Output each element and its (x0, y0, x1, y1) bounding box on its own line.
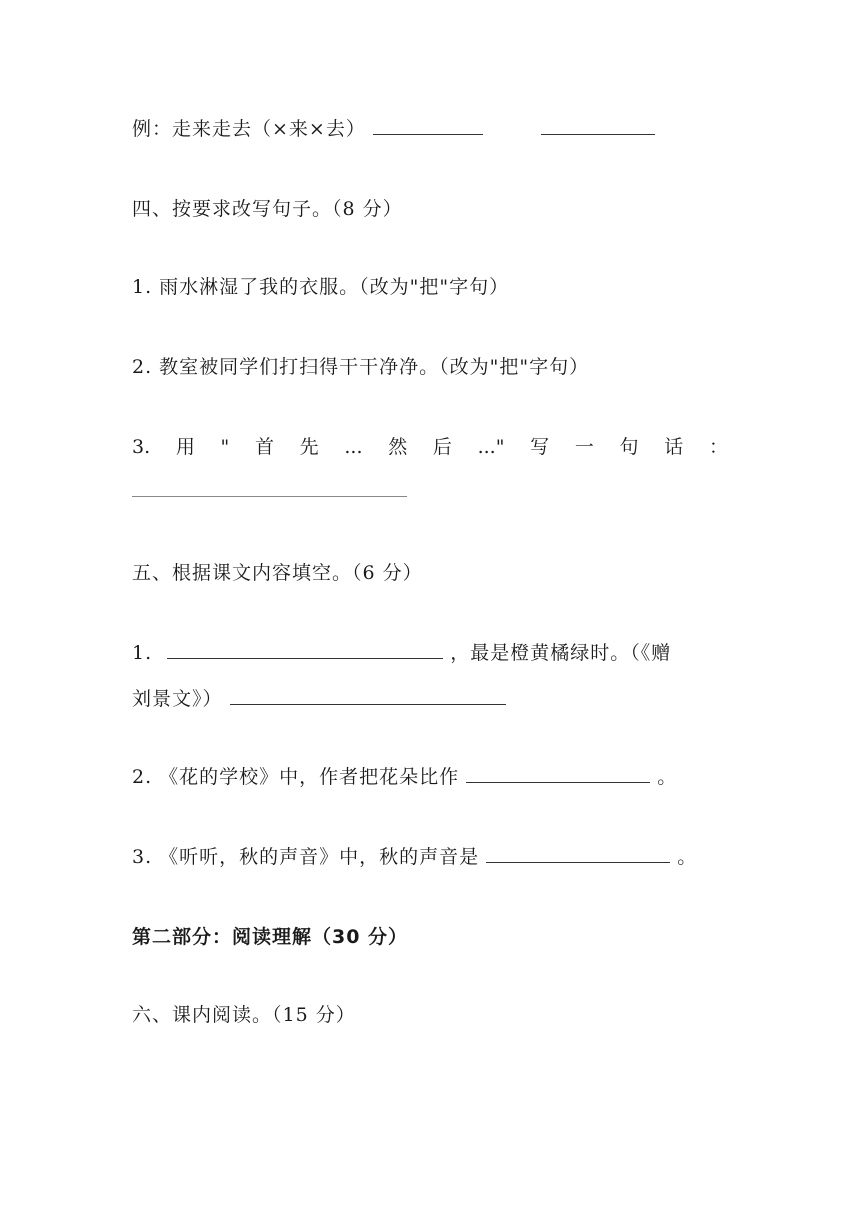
question-end: 。 (677, 846, 698, 868)
q3-char: 话 (664, 436, 684, 458)
question-number: 1. (132, 642, 153, 664)
question-text: ，最是橙黄橘绿时。（《赠 (450, 642, 672, 664)
question-line (132, 844, 697, 870)
answer-line (132, 478, 407, 504)
question-line (132, 640, 671, 666)
q3-char: 写 (530, 436, 550, 458)
example-line (132, 116, 655, 142)
question-end: 。 (657, 766, 678, 788)
part-heading: 第二部分：阅读理解（30 分） (132, 926, 409, 948)
question-line (132, 764, 677, 790)
section-heading: 四、按要求改写句子。（8 分） (132, 198, 403, 220)
question-text: 2. 《花的学校》中，作者把花朵比作 (132, 766, 460, 788)
example-text: 例：走来走去（×来×去） (132, 118, 366, 140)
q3-char: 一 (574, 436, 594, 458)
question-text: 3. 《听听，秋的声音》中，秋的声音是 (132, 846, 480, 868)
q3-char: 然 (388, 436, 408, 458)
q3-char: 句 (619, 436, 639, 458)
question-text: 2. 教室被同学们打扫得干干净净。（改为"把"字句） (132, 356, 590, 378)
q3-char: 先 (299, 436, 319, 458)
q3-char: 3. (132, 436, 151, 458)
question-text: 1. 雨水淋湿了我的衣服。（改为"把"字句） (132, 276, 510, 298)
q3-char: 用 (175, 436, 195, 458)
q3-char: 后 (432, 436, 452, 458)
q3-char: ..." (477, 436, 505, 458)
answer-blank[interactable] (230, 686, 506, 705)
answer-blank[interactable] (466, 764, 650, 783)
answer-blank[interactable] (373, 116, 483, 135)
answer-blank[interactable] (132, 478, 407, 497)
answer-blank[interactable] (486, 844, 670, 863)
question-line (132, 686, 506, 712)
q3-char: 首 (254, 436, 274, 458)
question-text-spaced (132, 434, 728, 460)
answer-blank[interactable] (167, 640, 443, 659)
section-heading: 五、根据课文内容填空。（6 分） (132, 562, 423, 584)
question-text: 刘景文》） (132, 688, 223, 710)
q3-char: ： (708, 436, 728, 458)
section-heading: 六、课内阅读。（15 分） (132, 1004, 356, 1026)
q3-char: " (220, 436, 230, 458)
q3-char: ... (344, 436, 363, 458)
answer-blank[interactable] (541, 116, 655, 135)
